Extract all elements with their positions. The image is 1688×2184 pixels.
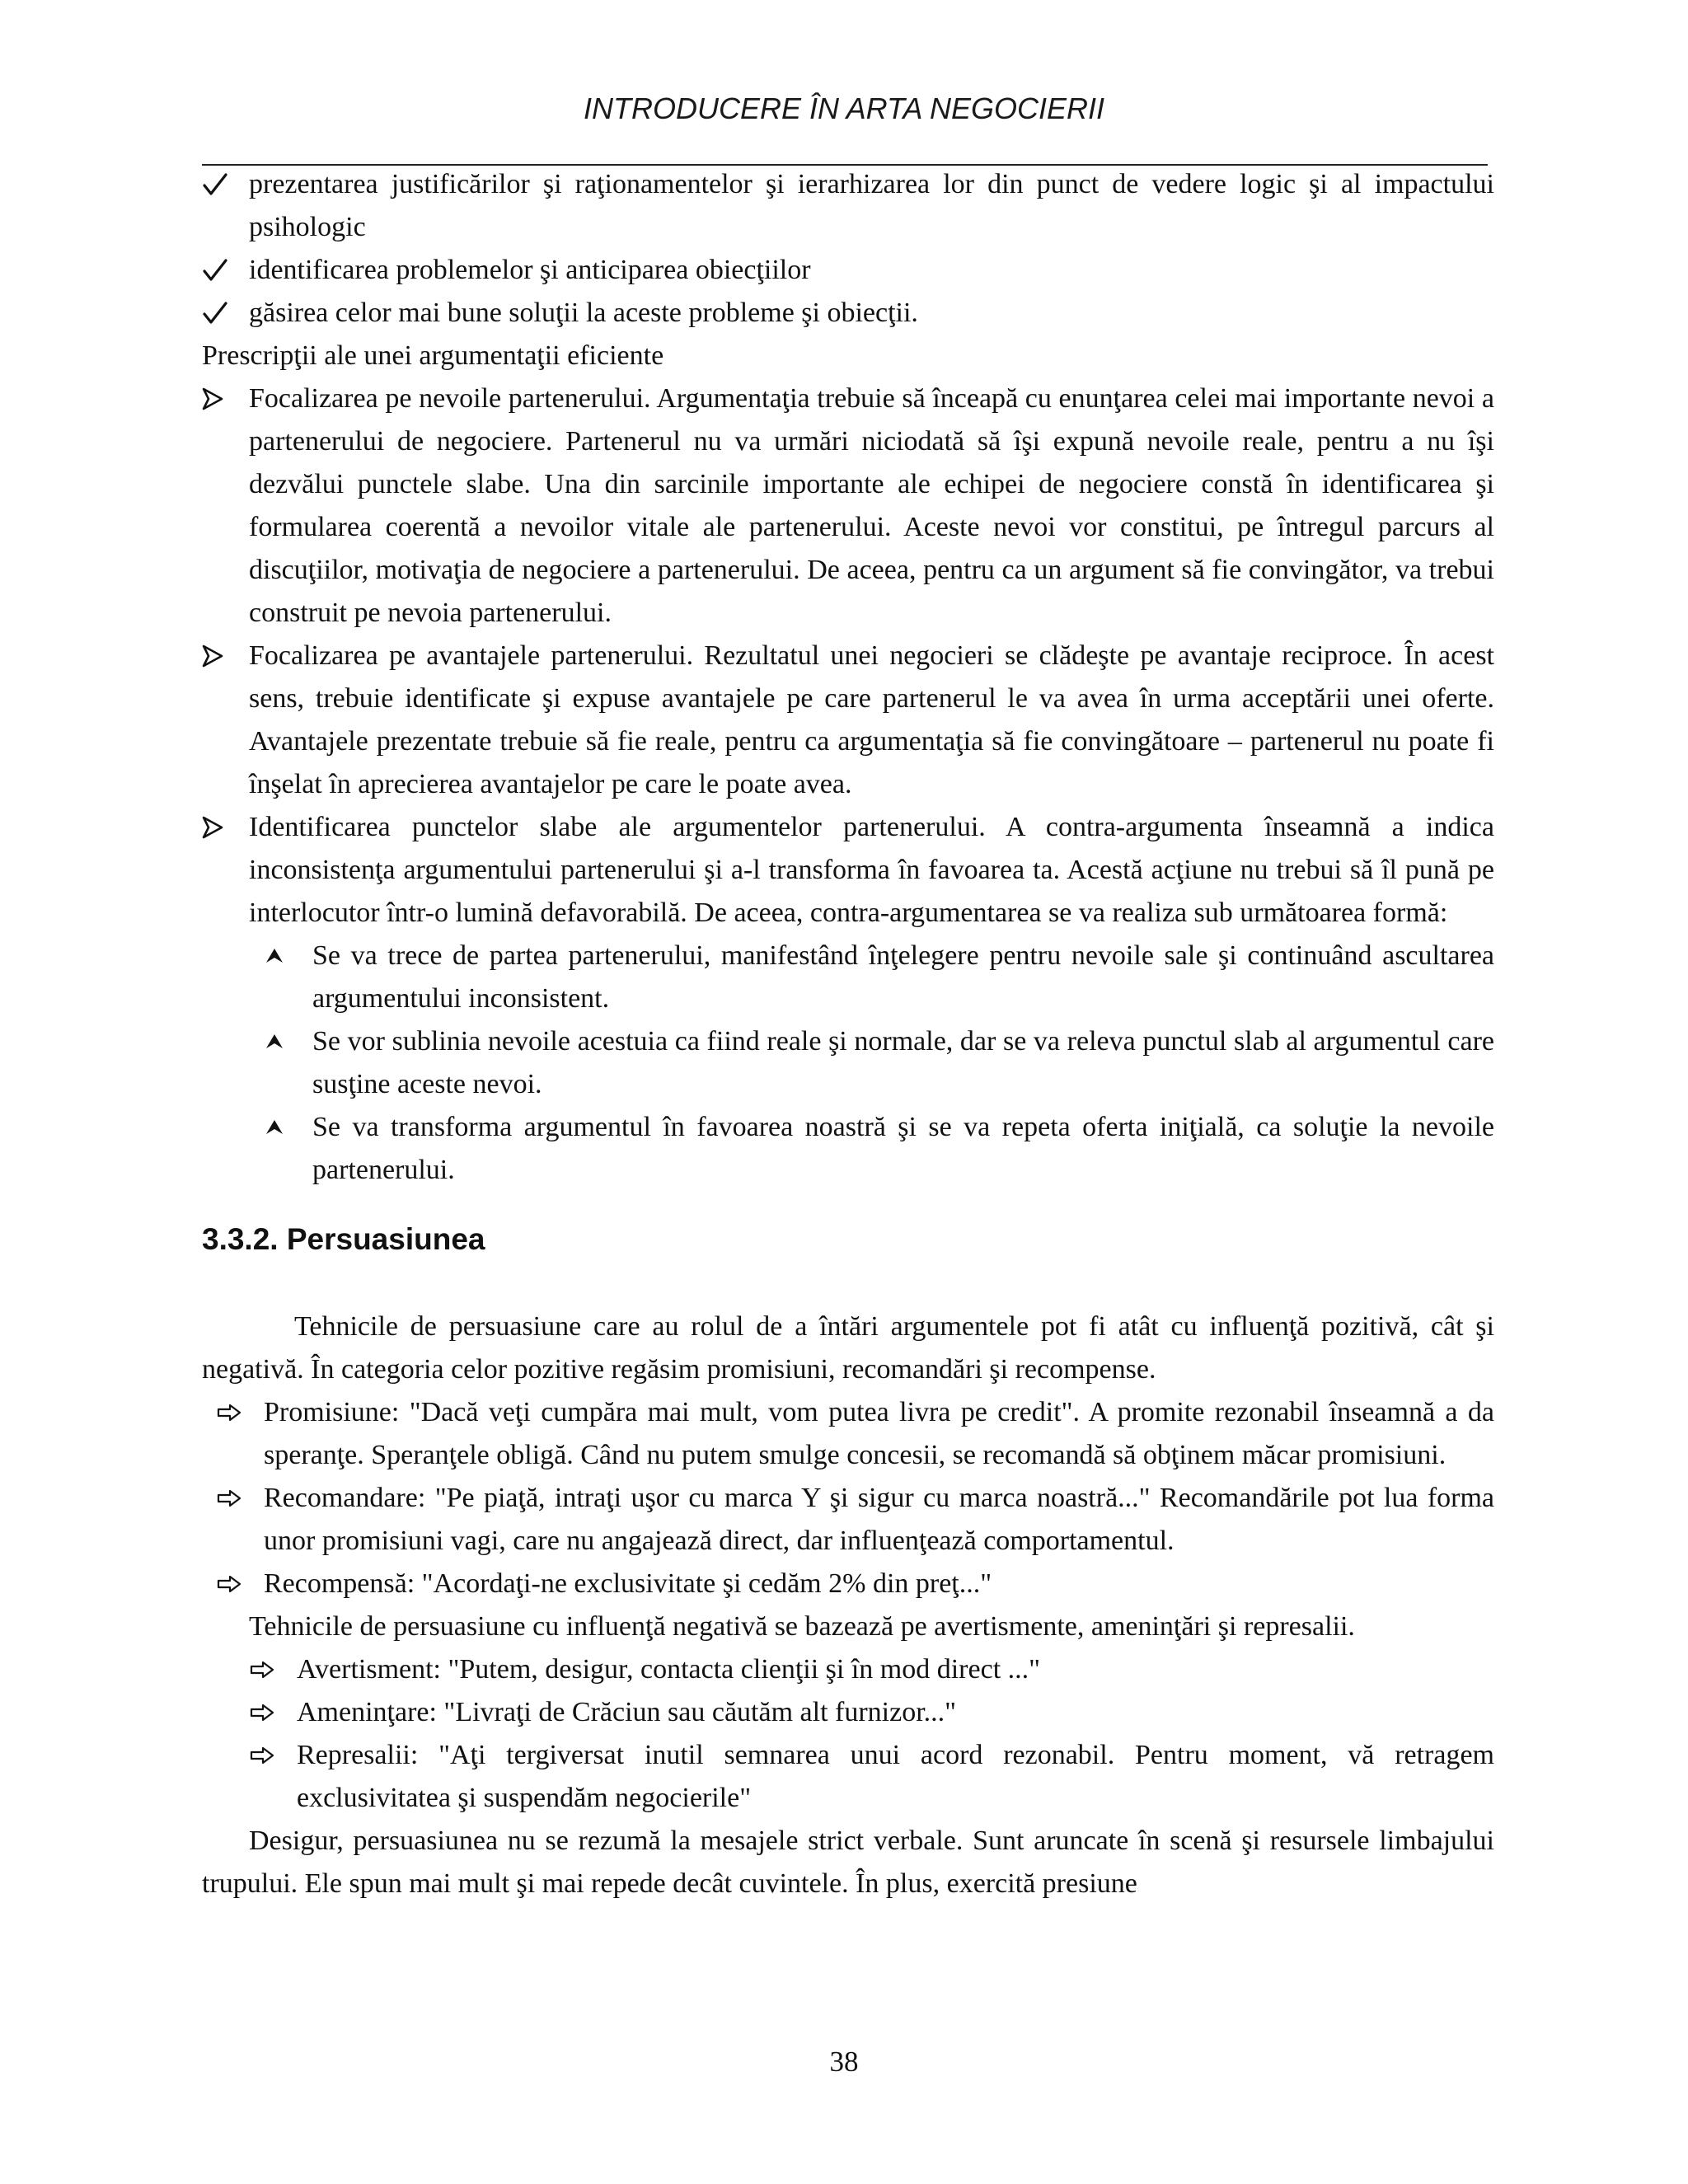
prescription-text: Focalizarea pe avantajele partenerului. Rezultatul unei negocieri se clădeşte pe avantaje reciproce. În acest sens, trebuie identificate şi expuse avantajele pe care partenerul le va avea în urma acceptării unei oferte. Avantajele prezentate trebuie să fie reale, pentru ca argumentaţia să fie convingătoare – partenerul nu poate fi înşelat în aprecierea avantajelor pe care le poate avea. [249, 640, 1494, 799]
hollow-arrow-icon [250, 1734, 291, 1777]
prescription-text: Identificarea punctelor slabe ale argumentelor partenerului. A contra-argumenta înseamnă a indica inconsistenţa argumentului partenerului şi a-l transforma în favoarea ta. Acestă acţiune nu trebui să îl pună pe interlocutor într-o lumină defavorabilă. De aceea, contra-argumentarea se va realiza sub următoarea formă: [249, 812, 1494, 928]
negative-technique-item [250, 1734, 1494, 1820]
technique-text: Avertisment: "Putem, desigur, contacta clienţii şi în mod direct ..." [297, 1654, 1041, 1685]
positive-technique-item [217, 1563, 1494, 1605]
prescriptions-heading: Prescripţii ale unei argumentaţii eficiente [202, 340, 664, 371]
arrowhead-bullet-icon [202, 635, 243, 677]
technique-text: Promisiune: "Dacă veţi cumpăra mai mult, vom putea livra pe credit". A promite rezonabil înseamnă a da speranţe. Speranţele obligă. Când nu putem smulge concesii, se recomandă să obţinem măcar promisiuni. [264, 1397, 1494, 1470]
checklist-item-text: prezentarea justificărilor şi raţionamentelor şi ierarhizarea lor din punct de vedere logic şi al impactului psihologic [249, 169, 1494, 242]
prescription-text: Focalizarea pe nevoile partenerului. Argumentaţia trebuie să înceapă cu enunţarea celei mai importante nevoi a partenerului de negociere. Partenerul nu va urmări niciodată să îşi expună nevoile reale, pentru a nu îşi dezvălui punctele slabe. Una din sarcinile importante ale echipei de negociere constă în identificarea şi formularea coerentă a nevoilor vitale ale partenerului. Aceste nevoi vor constitui, pe întregul parcurs al discuţiilor, motivaţia de negociere a partenerului. De aceea, pentru ca un argument să fie convingător, va trebui construit pe nevoia partenerului. [249, 383, 1494, 628]
technique-text: Ameninţare: "Livraţi de Crăciun sau căutăm alt furnizor..." [297, 1697, 957, 1727]
checklist-item-text: găsirea celor mai bune soluţii la aceste probleme şi obiecţii. [249, 298, 918, 328]
prescription-item [202, 377, 1494, 635]
hollow-arrow-icon [217, 1563, 258, 1605]
caret-bullet-icon [265, 1020, 307, 1063]
technique-text: Recompensă: "Acordaţi-ne exclusivitate şi cedăm 2% din preţ..." [264, 1568, 992, 1599]
caret-bullet-icon [265, 1106, 307, 1149]
checklist-item [202, 163, 1494, 249]
section-title: 3.3.2. Persuasiunea [202, 1222, 485, 1256]
hollow-arrow-icon [250, 1648, 291, 1691]
caret-bullet-icon [265, 935, 307, 977]
checkmark-icon [202, 163, 243, 206]
arrowhead-bullet-icon [202, 806, 243, 849]
running-header: INTRODUCERE ÎN ARTA NEGOCIERII [583, 91, 1105, 125]
negative-intro: Tehnicile de persuasiune cu influenţă negativă se bazează pe avertismente, ameninţări şi represalii. [249, 1611, 1355, 1642]
checklist-item [202, 292, 1494, 335]
checklist-item-text: identificarea problemelor şi anticiparea obiecţiilor [249, 255, 811, 285]
negative-technique-item [250, 1691, 1494, 1734]
sub-item-text: Se va trece de partea partenerului, manifestând înţelegere pentru nevoile sale şi continuând ascultarea argumentului inconsistent. [312, 940, 1494, 1014]
sub-item [265, 1106, 1494, 1192]
page-number: 38 [829, 2046, 859, 2078]
technique-text: Represalii: "Aţi tergiversat inutil semnarea unui acord rezonabil. Pentru moment, vă retragem exclusivitatea şi suspendăm negocierile" [297, 1740, 1494, 1813]
prescription-item [202, 635, 1494, 806]
negative-technique-item [250, 1648, 1494, 1691]
prescription-item [202, 806, 1494, 935]
positive-technique-item [217, 1477, 1494, 1563]
closing-paragraph: Desigur, persuasiunea nu se rezumă la mesajele strict verbale. Sunt aruncate în scenă şi resursele limbajului trupului. Ele spun mai mult şi mai repede decât cuvintele. În plus, exercită presiune [202, 1825, 1494, 1899]
arrowhead-bullet-icon [202, 377, 243, 420]
checklist-item [202, 249, 1494, 292]
page-content [202, 163, 1494, 1905]
sub-item-text: Se va transforma argumentul în favoarea noastră şi se va repeta oferta iniţială, ca soluţie la nevoile partenerului. [312, 1112, 1494, 1185]
checkmark-icon [202, 292, 243, 335]
sub-item-text: Se vor sublinia nevoile acestuia ca fiind reale şi normale, dar se va releva punctul slab al argumentul care susţine aceste nevoi. [312, 1026, 1494, 1099]
hollow-arrow-icon [217, 1477, 258, 1520]
sub-item [265, 935, 1494, 1020]
checkmark-icon [202, 249, 243, 292]
hollow-arrow-icon [250, 1691, 291, 1734]
hollow-arrow-icon [217, 1391, 258, 1434]
positive-technique-item [217, 1391, 1494, 1477]
technique-text: Recomandare: "Pe piaţă, intraţi uşor cu marca Y şi sigur cu marca noastră..." Recomandările pot lua forma unor promisiuni vagi, care nu angajează direct, dar influenţează comportamentul. [264, 1483, 1494, 1556]
sub-item [265, 1020, 1494, 1106]
persuasion-intro: Tehnicile de persuasiune care au rolul de a întări argumentele pot fi atât cu influenţă pozitivă, cât şi negativă. În categoria celor pozitive regăsim promisiuni, recomandări şi recompense. [202, 1311, 1494, 1385]
